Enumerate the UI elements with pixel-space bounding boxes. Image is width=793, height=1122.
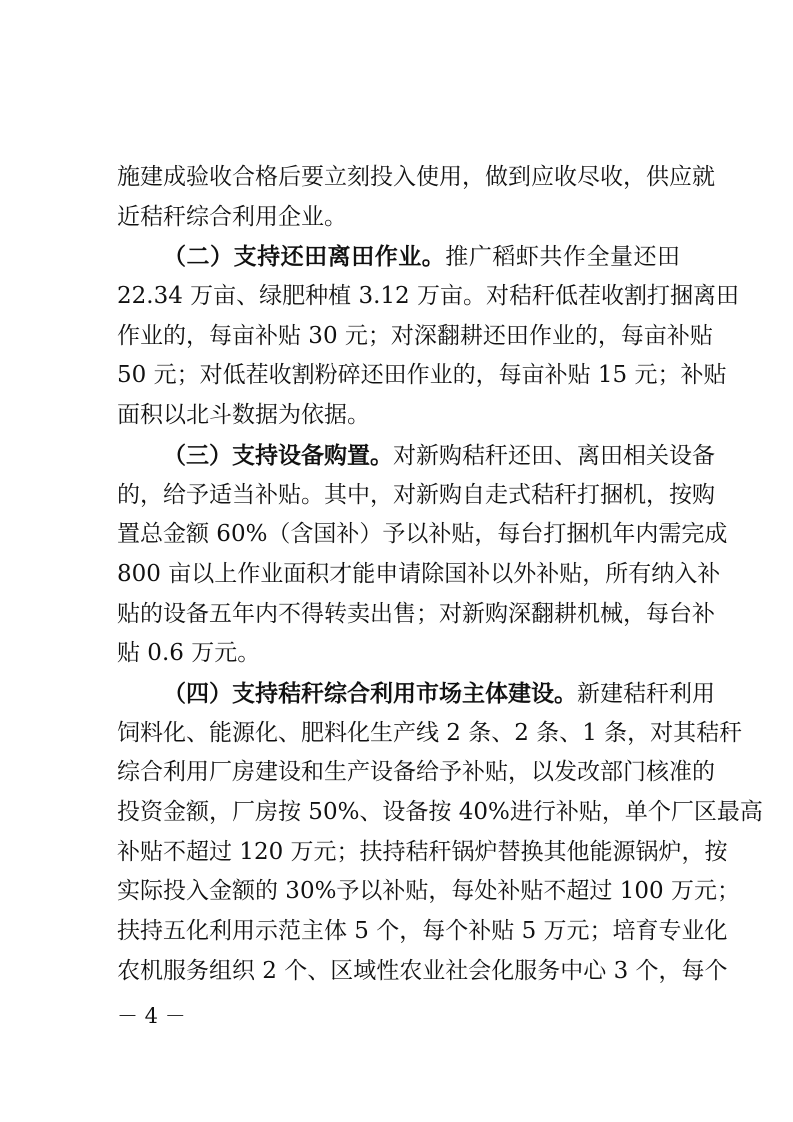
paragraph-line: 贴的设备五年内不得转卖出售；对新购深翻耕机械，每台补: [117, 600, 715, 627]
section-heading: （三）支持设备购置。: [163, 441, 393, 469]
paragraph-line: 施建成验收合格后要立刻投入使用，做到应收尽收，供应就: [117, 164, 715, 190]
paragraph-line: 22.34 万亩、绿肥种植 3.12 万亩。对秸秆低茬收割打捆离田: [117, 283, 739, 310]
paragraph-line: 近秸秆综合利用企业。: [117, 203, 347, 230]
paragraph-line: 的，给予适当补贴。其中，对新购自走式秸秆打捆机，按购: [117, 481, 715, 508]
paragraph-text: 新建秸秆利用: [577, 680, 715, 707]
paragraph-text: 推广稻虾共作全量还田: [445, 244, 681, 271]
paragraph-line: 扶持五化利用示范主体 5 个，每个补贴 5 万元；培育专业化: [117, 918, 728, 945]
section-heading: （四）支持秸秆综合利用市场主体建设。: [163, 679, 577, 707]
paragraph-line: 置总金额 60%（含国补）予以补贴，每台打捆机年内需完成: [117, 521, 728, 548]
document-body: [117, 158, 763, 991]
paragraph-first-line: [117, 674, 715, 714]
paragraph-line: 补贴不超过 120 万元；扶持秸秆锅炉替换其他能源锅炉，按: [117, 838, 728, 865]
paragraph-line: 800 亩以上作业面积才能申请除国补以外补贴，所有纳入补: [117, 560, 721, 587]
paragraph-line: 面积以北斗数据为依据。: [117, 402, 370, 429]
paragraph-line: 作业的，每亩补贴 30 元；对深翻耕还田作业的，每亩补贴: [117, 322, 713, 349]
paragraph-line: 饲料化、能源化、肥料化生产线 2 条、2 条、1 条，对其秸秆: [117, 719, 743, 746]
paragraph-first-line: [117, 237, 680, 277]
paragraph-line: 贴 0.6 万元。: [117, 640, 261, 667]
paragraph-line: 投资金额，厂房按 50%、设备按 40%进行补贴，单个厂区最高: [117, 799, 763, 825]
paragraph-line: 综合利用厂房建设和生产设备给予补贴，以发改部门核准的: [117, 759, 715, 786]
section-heading: （二）支持还田离田作业。: [163, 243, 446, 271]
paragraph-line: 实际投入金额的 30%予以补贴，每处补贴不超过 100 万元；: [117, 878, 740, 905]
paragraph-first-line: [117, 436, 715, 476]
paragraph-line: 50 元；对低茬收割粉碎还田作业的，每亩补贴 15 元；补贴: [117, 362, 727, 389]
page-number: － 4 －: [117, 1004, 186, 1028]
paragraph-line: 农机服务组织 2 个、区域性农业社会化服务中心 3 个，每个: [117, 957, 728, 984]
paragraph-text: 对新购秸秆还田、离田相关设备: [393, 442, 715, 469]
